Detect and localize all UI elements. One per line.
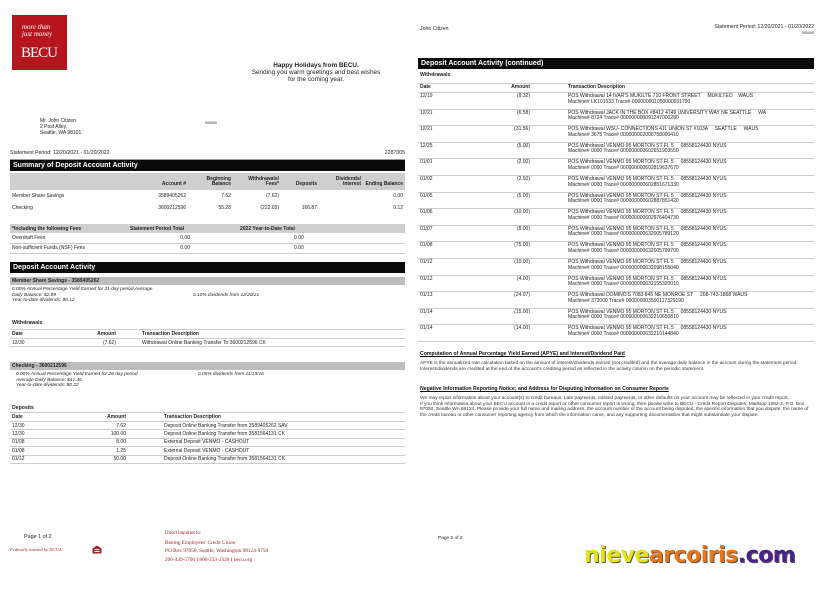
statement-period-line	[10, 150, 405, 160]
txn-amount: (75.00)	[514, 242, 530, 249]
savings-dividends-note: 0.10% dividends from 12/20/21	[193, 293, 260, 298]
table-row	[10, 430, 405, 438]
table-row	[10, 243, 405, 253]
apye-heading: Computation of Annual Percentage Yield Earned (APYE) and Interest/Dividend Paid	[420, 351, 625, 357]
withdrawals-label: Withdrawals	[420, 72, 451, 78]
col-description: Transaction Description	[142, 331, 199, 337]
dividends	[319, 202, 363, 214]
org-po-box: PO Box 97050, Seattle, Washington 98124-9750	[165, 548, 269, 555]
txn-description	[532, 258, 814, 275]
customer-name: John Citizen	[420, 26, 449, 32]
table-row	[418, 109, 814, 126]
col-beginning-balance: Beginning Balance	[206, 175, 231, 188]
txn-description: Deposit Online Banking Transfer from 3581564131 CK	[164, 431, 285, 438]
txn-description-line-2: Machine# 0000 Trace# 000000000632210144840	[568, 330, 679, 337]
txn-description-line-2: Machine# 372000 Trace# 000000003500117329190	[568, 297, 684, 304]
txn-date: 01/13	[420, 292, 433, 299]
watermark-part-3: .com	[737, 543, 796, 568]
txn-amount: 100.00	[110, 431, 126, 438]
txn-amount: (7.62)	[102, 339, 116, 346]
txn-description-line-1: POS Withdrawal DOMINO'S 7083 845 NE MONROE ST 208-743-1868 WAUS	[568, 292, 748, 299]
txn-description-line-1: POS Withdrawal VENMO 95 MORTON ST FL 5 08558124430 NYUS	[568, 325, 727, 332]
checking-dividends-note: 0.05% dividends from 11/19/16	[198, 372, 264, 377]
txn-description-line-2: Machine# 0000 Trace# 000000000632005789120	[568, 231, 679, 238]
txn-description-line-1: POS Withdrawal VENMO 95 MORTON ST FL 5 08558124430 NYUS	[568, 275, 727, 282]
txn-description	[532, 209, 814, 226]
ending-balance: 0.00	[393, 193, 403, 199]
txn-amount: 50.00	[113, 456, 126, 463]
table-row	[418, 142, 814, 159]
txn-date: 12/30	[12, 422, 25, 429]
withdrawals-table	[418, 83, 814, 342]
col-amount: Amount	[511, 84, 530, 90]
txn-description-line-1: POS Withdrawal VENMO 95 MORTON ST FL 5 08558124430 NYUS	[568, 242, 727, 249]
txn-amount: (8.00)	[516, 225, 530, 232]
txn-description-line-2: Machine# 0000 Trace# 000000000632155320010	[568, 281, 679, 288]
txn-description	[532, 308, 814, 325]
table-row	[418, 192, 814, 209]
col-description: Transaction Description	[568, 84, 625, 90]
address-city: Seattle, WA 98101	[40, 130, 82, 137]
txn-description-line-2: Machine# 0000 Trace# 000000000632210650810	[568, 314, 679, 321]
table-row	[418, 258, 814, 275]
statement-page-1	[0, 0, 412, 601]
checking-account-header: Checking - 3600212596	[10, 362, 405, 370]
col-ytd-total: 2022 Year-to-Date Total	[240, 225, 295, 232]
txn-description-line-2: Machine# 0000 Trace# 000000000602651903550	[568, 148, 679, 155]
table-row	[10, 233, 405, 243]
activity-continued-header: Deposit Account Activity (continued)	[418, 58, 814, 69]
beginning-balance: 55.28	[218, 205, 231, 211]
txn-description-line-1: POS Withdrawal VENMO 95 MORTON ST FL 5 08558124430 NYUS	[568, 308, 727, 315]
fees-table	[10, 224, 405, 254]
greeting-line-2: Sending you warm greetings and best wishes	[251, 69, 381, 76]
col-amount: Amount	[97, 331, 116, 337]
checking-deposits-label: Deposits	[12, 405, 34, 411]
txn-date: 01/08	[12, 439, 25, 446]
txn-description-line-2: Machine# 8724 Trace# 000000000091247000280	[568, 115, 679, 122]
fee-period: 0.00	[180, 234, 190, 241]
savings-account-info	[12, 287, 152, 304]
negative-info-heading: Negative Information Reporting Notice; and Address for Disputing Information on Consumer Reports	[420, 386, 669, 392]
col-amount: Amount	[107, 414, 126, 420]
txn-amount: (10.00)	[514, 258, 530, 265]
txn-date: 01/07	[420, 225, 433, 232]
txn-date: 01/14	[420, 325, 433, 332]
fee-name: Overdraft Fees	[12, 234, 46, 241]
checking-apye: 0.00% Annual Percentage Yield Earned for 28 day period	[16, 372, 138, 377]
txn-description-line-2: Machine# 0000 Trace# 000000000602976404730	[568, 214, 679, 221]
txn-description	[532, 242, 814, 259]
fee-ytd: 0.00	[294, 245, 304, 251]
txn-amount: 7.62	[116, 422, 126, 429]
page-number: Page 2 of 2	[438, 536, 463, 541]
txn-date: 01/08	[12, 447, 25, 454]
checking-daily-balance: Average Daily Balance: $41.46	[16, 377, 82, 383]
txn-description	[532, 225, 814, 242]
table-row	[418, 308, 814, 325]
table-row	[418, 126, 814, 143]
txn-description-line-1: POS Withdrawal VENMO 95 MORTON ST FL 5 08558124430 NYUS	[568, 175, 727, 182]
txn-date: 01/06	[420, 209, 433, 216]
table-row	[10, 422, 405, 430]
txn-description: Deposit Online Banking Transfer from 3589405262 SAV	[164, 422, 288, 429]
holiday-greeting	[236, 62, 396, 83]
statement-period: Statement Period: 12/20/2021 - 01/20/2022	[10, 150, 110, 156]
contact-inquiries	[165, 530, 268, 564]
deposits: 166.87	[301, 205, 317, 211]
fee-ytd: 0.00	[294, 234, 304, 241]
txn-date: 12/19	[420, 93, 433, 99]
table-row	[10, 190, 405, 202]
table-row	[10, 455, 405, 463]
col-deposits: Deposits	[295, 181, 317, 188]
equal-housing-lender-icon	[92, 545, 102, 554]
txn-amount: (10.00)	[514, 209, 530, 216]
txn-date: 01/08	[420, 242, 433, 249]
txn-description-line-1: POS Withdrawal 14 IVAR'S MUKILTE 710 FRONT STREET MUKILTEO WAUS	[568, 93, 754, 99]
withdrawals: (222.03)	[260, 205, 279, 211]
address-code: 000000	[205, 121, 217, 125]
txn-date: 12/21	[420, 126, 433, 133]
col-account-name	[10, 173, 128, 190]
table-row	[418, 242, 814, 259]
txn-amount: (5.00)	[516, 192, 530, 199]
watermark-part-2: arcoiris	[648, 543, 738, 568]
fee-period: 0.00	[180, 245, 190, 251]
table-row	[418, 175, 814, 192]
savings-withdrawals-table	[10, 329, 405, 347]
txn-description-line-2: Machine# 0000 Trace# 000000000632005799700	[568, 247, 679, 254]
txn-amount: (2.00)	[516, 159, 530, 166]
txn-date: 01/01	[420, 159, 433, 166]
txn-description-line-2: Machine# 0000 Trace# 000000000602851671330	[568, 181, 679, 188]
txn-description	[532, 292, 814, 309]
table-row	[418, 275, 814, 292]
summary-section-header: Summary of Deposit Account Activity	[10, 160, 405, 171]
col-dividends: Dividends/ Interest	[335, 175, 361, 188]
statement-period-block	[715, 24, 815, 36]
txn-date: 01/12	[420, 258, 433, 265]
txn-date: 01/12	[420, 275, 433, 282]
txn-description: Withdrawal Online Banking Transfer To 3600212596 CK	[142, 339, 266, 346]
fees-header-row	[10, 224, 405, 233]
txn-description-line-2: Machine# 0000 Trace# 000000000602887851420	[568, 198, 679, 205]
txn-amount: 1.25	[116, 447, 126, 454]
account-number: 3600212596	[158, 205, 186, 211]
txn-description	[532, 275, 814, 292]
negative-info-body-1: We may report information about your account(s) to credit bureaus. Late payments, missed payments, or other defaults on your account may be reflected in your credit report.	[420, 395, 789, 401]
summary-header-row	[10, 173, 405, 190]
savings-withdrawals-label: Withdrawals	[12, 320, 43, 326]
txn-amount: (4.00)	[516, 275, 530, 282]
apye-body: APYE is the annualized rate calculation based on the amount of interest/dividends earned (not credited) and the average daily balance in the account during the statement period. Interest/dividends are credited at the end of the account's crediting period as reflected in the activity column on the periodic statement.	[420, 360, 798, 372]
txn-description-line-1: POS Withdrawal VENMO 95 MORTON ST FL 5 08558124430 NYUS	[568, 142, 727, 149]
mailing-address	[40, 118, 81, 137]
table-row	[418, 325, 814, 342]
txn-description	[532, 159, 814, 176]
table-row	[418, 209, 814, 226]
apye-notice	[420, 352, 816, 372]
statement-code: 000000	[802, 31, 814, 35]
txn-date: 01/14	[420, 308, 433, 315]
col-ending-balance: Ending Balance	[365, 181, 403, 188]
txn-date: 01/02	[420, 175, 433, 182]
checking-account-info	[16, 372, 138, 389]
logo-brand: BECU	[21, 45, 58, 61]
txn-amount: (6.58)	[516, 109, 530, 116]
savings-daily-balance: Daily Balance: $2.99	[12, 292, 56, 298]
col-withdrawals: Withdrawals/ Fees*	[248, 175, 279, 188]
watermark-logo	[584, 543, 795, 568]
txn-description-line-1: POS Withdrawal JACK IN THE BOX #8412 4749 UNIVERSITY WAY NE SEATTLE WA	[568, 109, 767, 116]
txn-description-line-1: POS Withdrawal VENMO 95 MORTON ST FL 5 08558124430 NYUS	[568, 192, 727, 199]
txn-description: External Deposit VENMO - CASHOUT	[164, 439, 250, 446]
table-row	[418, 159, 814, 176]
txn-date: 12/30	[12, 339, 25, 346]
txn-date: 12/21	[420, 109, 433, 116]
col-account-number: Account #	[161, 181, 186, 188]
table-row	[10, 438, 405, 446]
txn-description	[532, 175, 814, 192]
col-fee-name: *Including the following Fees	[12, 225, 82, 232]
dividends	[319, 190, 363, 202]
savings-ytd-dividends: Year-to-date dividends: $0.12	[12, 298, 75, 304]
txn-description-line-2: Machine# 3675 Trace# 000000002006758000410	[568, 131, 679, 138]
fee-name: Non-sufficient Funds (NSF) Fees	[12, 245, 85, 251]
txn-date: 12/30	[12, 431, 25, 438]
greeting-line-3: for the coming year.	[287, 76, 345, 83]
txn-header-row	[10, 330, 405, 339]
account-name: Member Share Savings	[12, 193, 65, 199]
txn-amount: 8.00	[116, 439, 126, 446]
txn-amount: (15.00)	[514, 308, 530, 315]
col-date: Date	[12, 414, 23, 420]
col-description: Transaction Description	[164, 414, 221, 420]
txn-description	[532, 93, 814, 110]
txn-description: External Deposit VENMO - CASHOUT	[164, 447, 250, 454]
table-row	[418, 292, 814, 309]
account-name: Checking	[12, 205, 33, 211]
ncua-notice: Federally insured by NCUA	[10, 547, 62, 552]
txn-description-line-1: POS Withdrawal VENMO 95 MORTON ST FL 5 08558124430 NYUS	[568, 258, 727, 265]
page-number: Page 1 of 2	[24, 534, 52, 540]
table-row	[418, 225, 814, 242]
txn-description	[532, 142, 814, 159]
watermark-part-1: nieve	[584, 543, 649, 568]
account-number: 3589405262	[158, 193, 186, 199]
txn-description	[532, 126, 814, 143]
txn-description-line-1: POS Withdrawal VENMO 95 MORTON ST FL 5 08558124430 NYUS	[568, 225, 727, 232]
txn-header-row	[10, 413, 405, 422]
txn-date: 01/05	[420, 192, 433, 199]
table-row	[10, 447, 405, 455]
becu-logo	[12, 15, 67, 70]
txn-description	[532, 325, 814, 342]
statement-page-2	[412, 0, 834, 601]
txn-amount: (24.07)	[514, 292, 530, 299]
activity-section-header: Deposit Account Activity	[10, 262, 405, 273]
txn-header-row	[418, 84, 814, 93]
checking-ytd-dividends: Year-to-date dividends: $0.22	[16, 383, 79, 389]
txn-date: 12/25	[420, 142, 433, 149]
greeting-line-1: Happy Holidays from BECU.	[273, 62, 359, 69]
summary-table	[10, 173, 405, 214]
col-date: Date	[420, 84, 431, 90]
logo-tagline: more than just money	[22, 23, 53, 38]
txn-description-line-2: Machine# 0000 Trace# 000000000602819637670	[568, 164, 679, 171]
inquiries-label: Direct inquiries to:	[165, 531, 202, 536]
txn-description	[532, 109, 814, 126]
txn-amount: (14.00)	[514, 325, 530, 332]
col-period-total: Statement Period Total	[130, 225, 185, 232]
statement-period: Statement Period: 12/20/2021 - 01/20/2022	[714, 24, 814, 30]
txn-amount: (5.00)	[516, 142, 530, 149]
txn-description-line-1: POS Withdrawal VENMO 95 MORTON ST FL 5 08558124430 NYUS	[568, 209, 727, 216]
table-row	[418, 93, 814, 110]
checking-deposits-table	[10, 412, 405, 464]
col-date: Date	[12, 331, 23, 337]
negative-info-body-2: If you think information about your BECU account in a credit report or other consumer report is wrong, then please write to BECU - Credit Report Disputes, Mailstop 1082-2, P.O. Box 97050, Seattle WA 98124. Please provide your full name and mailing address, the account number of the account being disputed, the specific information that you dispute, the name of the credit bureau or other consumer reporting agency from which the information came, and any supporting documentation that might substantiate your dispute.	[420, 401, 809, 419]
txn-amount: (2.50)	[516, 175, 530, 182]
beginning-balance: 7.62	[221, 193, 231, 199]
txn-description-line-2: Machine# 0000 Trace# 000000000632098155040	[568, 264, 679, 271]
txn-description-line-2: Machine# LK101533 Trace# 000000001050000031790	[568, 98, 691, 105]
savings-apye: 0.00% Annual Percentage Yield Earned for 31 day period Average	[12, 287, 153, 292]
txn-date: 01/12	[12, 456, 25, 463]
txn-description-line-1: POS Withdrawal WSU- CONNECTIONS 411 UNION ST #103A SEATTLE WAUS	[568, 126, 759, 133]
table-row	[10, 339, 405, 347]
table-row	[10, 202, 405, 214]
deposits	[281, 190, 319, 202]
txn-amount: (9.32)	[516, 93, 530, 99]
ending-balance: 0.12	[393, 205, 403, 211]
txn-description-line-1: POS Withdrawal VENMO 95 MORTON ST FL 5 08558124430 NYUS	[568, 159, 727, 166]
statement-id: 2287005	[384, 150, 405, 156]
txn-description: Deposit Online Banking Transfer from 3581564131 CK	[164, 456, 285, 463]
address-name: Mr. John Citizen	[40, 118, 76, 124]
negative-info-notice	[420, 387, 816, 419]
org-contact: 206-439-5700 I 800-233-2328 I becu.org	[165, 556, 253, 563]
withdrawals: (7.62)	[265, 193, 279, 199]
address-street: 2 Post Alley,	[40, 124, 68, 131]
savings-account-header: Member Share Savings - 3589405262	[10, 277, 405, 285]
org-name: Boeing Employees' Credit Union	[165, 539, 236, 546]
txn-description	[532, 192, 814, 209]
txn-amount: (31.56)	[514, 126, 530, 133]
